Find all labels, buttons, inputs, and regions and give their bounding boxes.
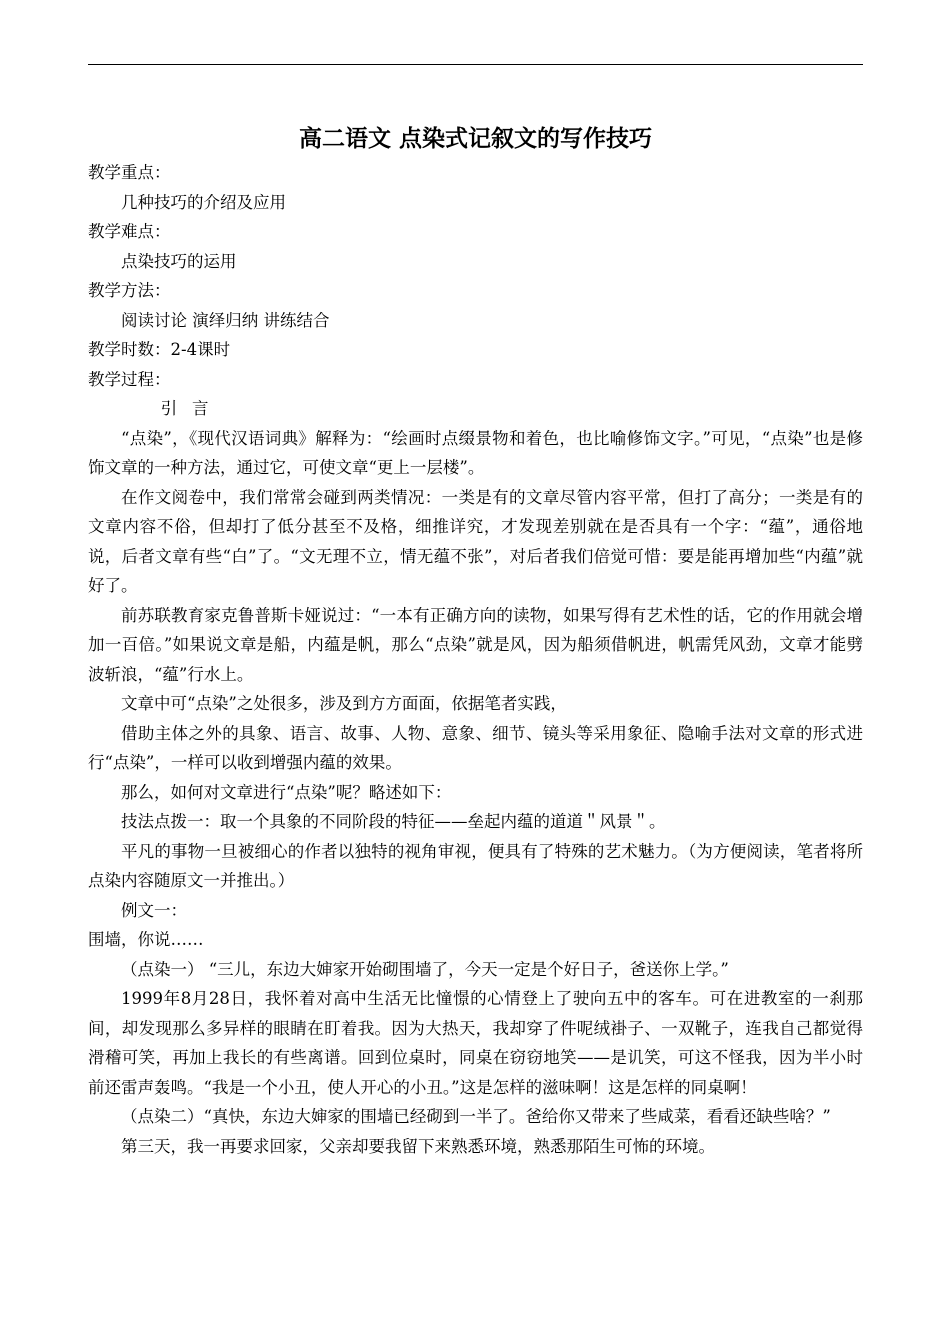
example-heading: 例文一： xyxy=(121,900,187,920)
teaching-hours: 教学时数：2-4课时 xyxy=(88,340,231,359)
paragraph: （点染一） “三儿，东边大婶家开始砌围墙了，今天一定是个好日子，爸送你上学。” xyxy=(121,959,729,979)
paragraph: 前苏联教育家克鲁普斯卡娅说过：“一本有正确方向的读物，如果写得有艺术性的话，它的作用就会增加一百倍。”如果说文章是船，内蕴是帆，那么“点染”就是风，因为船须借帆进，帆需凭风劲，文章才能劈波斩浪，“蕴”行水上。 xyxy=(88,605,863,684)
introduction-heading: 引言 xyxy=(160,399,224,418)
teaching-difficulty-text: 点染技巧的运用 xyxy=(121,251,237,271)
paragraph: 平凡的事物一旦被细心的作者以独特的视角审视，便具有了特殊的艺术魅力。（为方便阅读，笔者将所点染内容随原文一并推出。） xyxy=(88,841,863,890)
paragraph: 文章中可“点染”之处很多，涉及到方方面面，依据笔者实践， xyxy=(121,694,567,713)
document-title: 高二语文 点染式记叙文的写作技巧 xyxy=(298,125,652,152)
teaching-method-heading: 教学方法： xyxy=(88,281,171,300)
paragraph: 第三天，我一再要求回家，父亲却要我留下来熟悉环境，熟悉那陌生可怖的环境。 xyxy=(121,1136,715,1156)
paragraph: 借助主体之外的具象、语言、故事、人物、意象、细节、镜头等采用象征、隐喻手法对文章的形式进行“点染”，一样可以收到增强内蕴的效果。 xyxy=(88,723,863,772)
header-rule xyxy=(88,64,863,65)
paragraph: （点染二）“真快，东边大婶家的围墙已经砌到一半了。爸给你又带来了些咸菜，看看还缺些啥？” xyxy=(121,1107,831,1126)
teaching-process-heading: 教学过程： xyxy=(88,369,171,389)
technique-heading: 技法点拨一：取一个具象的不同阶段的特征——垒起内蕴的道道＂风景＂。 xyxy=(121,812,666,831)
teaching-difficulty-heading: 教学难点： xyxy=(88,222,171,241)
teaching-focus-text: 几种技巧的介绍及应用 xyxy=(121,192,286,212)
document-body xyxy=(88,120,863,1161)
paragraph: 在作文阅卷中，我们常常会碰到两类情况：一类是有的文章尽管内容平常，但打了高分；一类是有的文章内容不俗，但却打了低分甚至不及格，细推详究，才发现差别就在是否具有一个字：“蕴”，通俗地说，后者文章有些“白”了。“文无理不立，情无蕴不张”，对后者我们倍觉可惜：要是能再增加些“内蕴”就好了。 xyxy=(88,487,863,595)
paragraph: 1999年8月28日，我怀着对高中生活无比憧憬的心情登上了驶向五中的客车。可在进教室的一刹那间，却发现那么多异样的眼睛在盯着我。因为大热天，我却穿了件呢绒褂子、一双靴子，连我自己都觉得滑稽可笑，再加上我长的有些离谱。回到位桌时，同桌在窃窃地笑——是讥笑，可这不怪我，因为半小时前还雷声轰鸣。“我是一个小丑，使人开心的小丑。”这是怎样的滋味啊！这是怎样的同桌啊！ xyxy=(88,989,863,1097)
paragraph: “点染”，《现代汉语词典》解释为：“绘画时点缀景物和着色，也比喻修饰文字。”可见，“点染”也是修饰文章的一种方法，通过它，可使文章“更上一层楼”。 xyxy=(88,428,863,477)
teaching-method-text: 阅读讨论 演绎归纳 讲练结合 xyxy=(121,310,330,330)
teaching-focus-heading: 教学重点： xyxy=(88,163,171,182)
example-title: 围墙，你说…… xyxy=(88,930,204,949)
paragraph: 那么，如何对文章进行“点染”呢？略述如下： xyxy=(121,782,452,802)
